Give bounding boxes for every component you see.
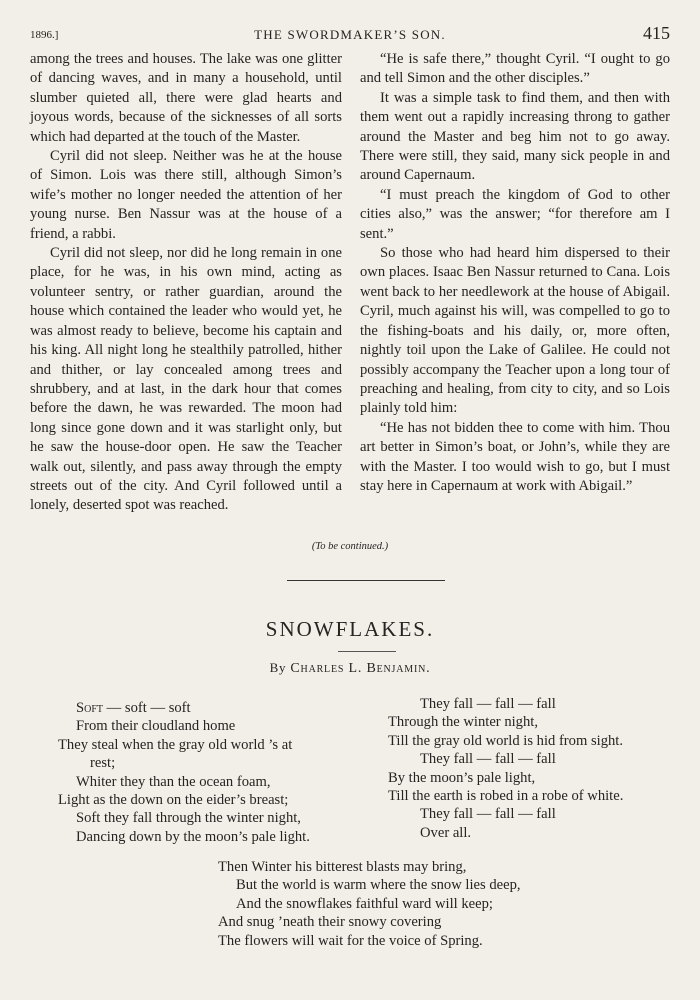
paragraph: “He is safe there,” thought Cyril. “I ought to go and tell Simon and the other disciples.” [360, 51, 670, 87]
poem-line: But the world is warm where the snow lies deep, [236, 877, 521, 894]
section-divider [287, 580, 445, 581]
poem-line: And the snowflakes faithful ward will keep; [236, 895, 493, 912]
poem-line: Till the gray old world is hid from sight. [388, 732, 623, 749]
page-number: 415 [643, 23, 670, 43]
poem-line: Then Winter his bitterest blasts may bring, [218, 859, 467, 875]
paragraph: Cyril did not sleep. Neither was he at the house of Simon. Lois was there still, although Simon’s wife’s mother no longer needed the attention of her young nurse. Ben Nassur was at the house of a friend, a rabbi. [30, 148, 342, 242]
poem-line-text: — soft — soft [103, 700, 191, 716]
poem-title: SNOWFLAKES. [265, 617, 435, 641]
to-be-continued-note: (To be continued.) [311, 541, 389, 552]
poem-line: They fall — fall — fall [420, 751, 556, 768]
poem-line: And snug ’neath their snowy covering [218, 914, 442, 931]
poem-line: The flowers will wait for the voice of Spring. [218, 932, 483, 949]
poem-line [58, 699, 310, 717]
poem-line: Till the earth is robed in a robe of white. [388, 788, 624, 805]
left-text-column [30, 50, 342, 516]
poem-line: By the moon’s pale light, [388, 769, 536, 786]
poem-line: rest; [90, 755, 116, 772]
poem-line: Dancing down by the moon’s pale light. [76, 828, 310, 845]
poem-line: Light as the down on the eider’s breast; [58, 792, 289, 809]
poem-line: Whiter they than the ocean foam, [76, 773, 271, 790]
poem-line: Through the winter night, [388, 714, 538, 731]
poem-stanza-3 [218, 858, 521, 950]
poem-line: Soft they fall through the winter night, [76, 810, 301, 827]
poem-stanza-1 [58, 699, 310, 846]
poem-line: Over all. [420, 824, 472, 841]
paragraph: Cyril did not sleep, nor did he long remain in one place, for he was, in his own mind, acting as volunteer sentry, or rather guardian, around the house which contained the leader who would yet, he was almost ready to believe, become his captain and his king. All night long he stealthily patrolled, hither and thither, or lay concealed among trees and shrubbery, and at last, in the dark hour that comes before the dawn, he was rewarded. The moon had long since gone down and it was starlight only, but he saw the house-door open. He saw the Teacher walk out, silently, and pass away through the empty streets out of the city. And Cyril followed until a lonely, deserted spot was reached. [30, 245, 342, 514]
paragraph: It was a simple task to find them, and then with them went out a rapidly increasing throng to gather around the Master and beg him not to go away. There were still, they said, many sick people in and around Capernaum. [360, 89, 670, 184]
poem-line: They fall — fall — fall [420, 806, 556, 823]
poem-stanza-2 [388, 695, 623, 842]
poem-byline [0, 660, 700, 677]
paragraph: among the trees and houses. The lake was one glitter of dancing waves, and in many a household, until slumber quieted all, there were glad hearts and joyous words, because of the sicknesses of all sorts which had departed at the touch of the Master. [30, 51, 342, 145]
poem-line: They steal when the gray old world ’s at [58, 736, 293, 753]
paragraph: So those who had heard him dispersed to their own places. Isaac Ben Nassur returned to Cana. Lois went back to her needlework at the house of Abigail. Cyril, much against his will, was compelled to go to the fishing-boats and his daily, or, more often, nightly toil upon the Lake of Galilee. He could not possibly accompany the Teacher upon a long tour of preaching and healing, from city to city, and so Lois plainly told him: [360, 245, 670, 417]
poem-line-smallcaps: Soft [76, 700, 104, 716]
header-year: 1896.] [30, 29, 59, 41]
right-text-column [360, 50, 670, 496]
running-title: THE SWORDMAKER’S SON. [254, 27, 446, 42]
paragraph: “He has not bidden thee to come with him. Thou art better in Simon’s boat, or John’s, while they are with the Master. I too would wish to go, but I must stay here in Capernaum at work with Abigail.” [360, 419, 670, 494]
running-header [30, 23, 670, 46]
poem-author: Charles L. Benjamin. [290, 661, 431, 676]
byline-prefix: By [269, 660, 287, 675]
title-underline [338, 651, 396, 652]
poem-line: From their cloudland home [76, 718, 236, 735]
poem-line: They fall — fall — fall [420, 696, 556, 712]
paragraph: “I must preach the kingdom of God to other cities also,” was the answer; “for therefore am I sent.” [360, 186, 670, 242]
